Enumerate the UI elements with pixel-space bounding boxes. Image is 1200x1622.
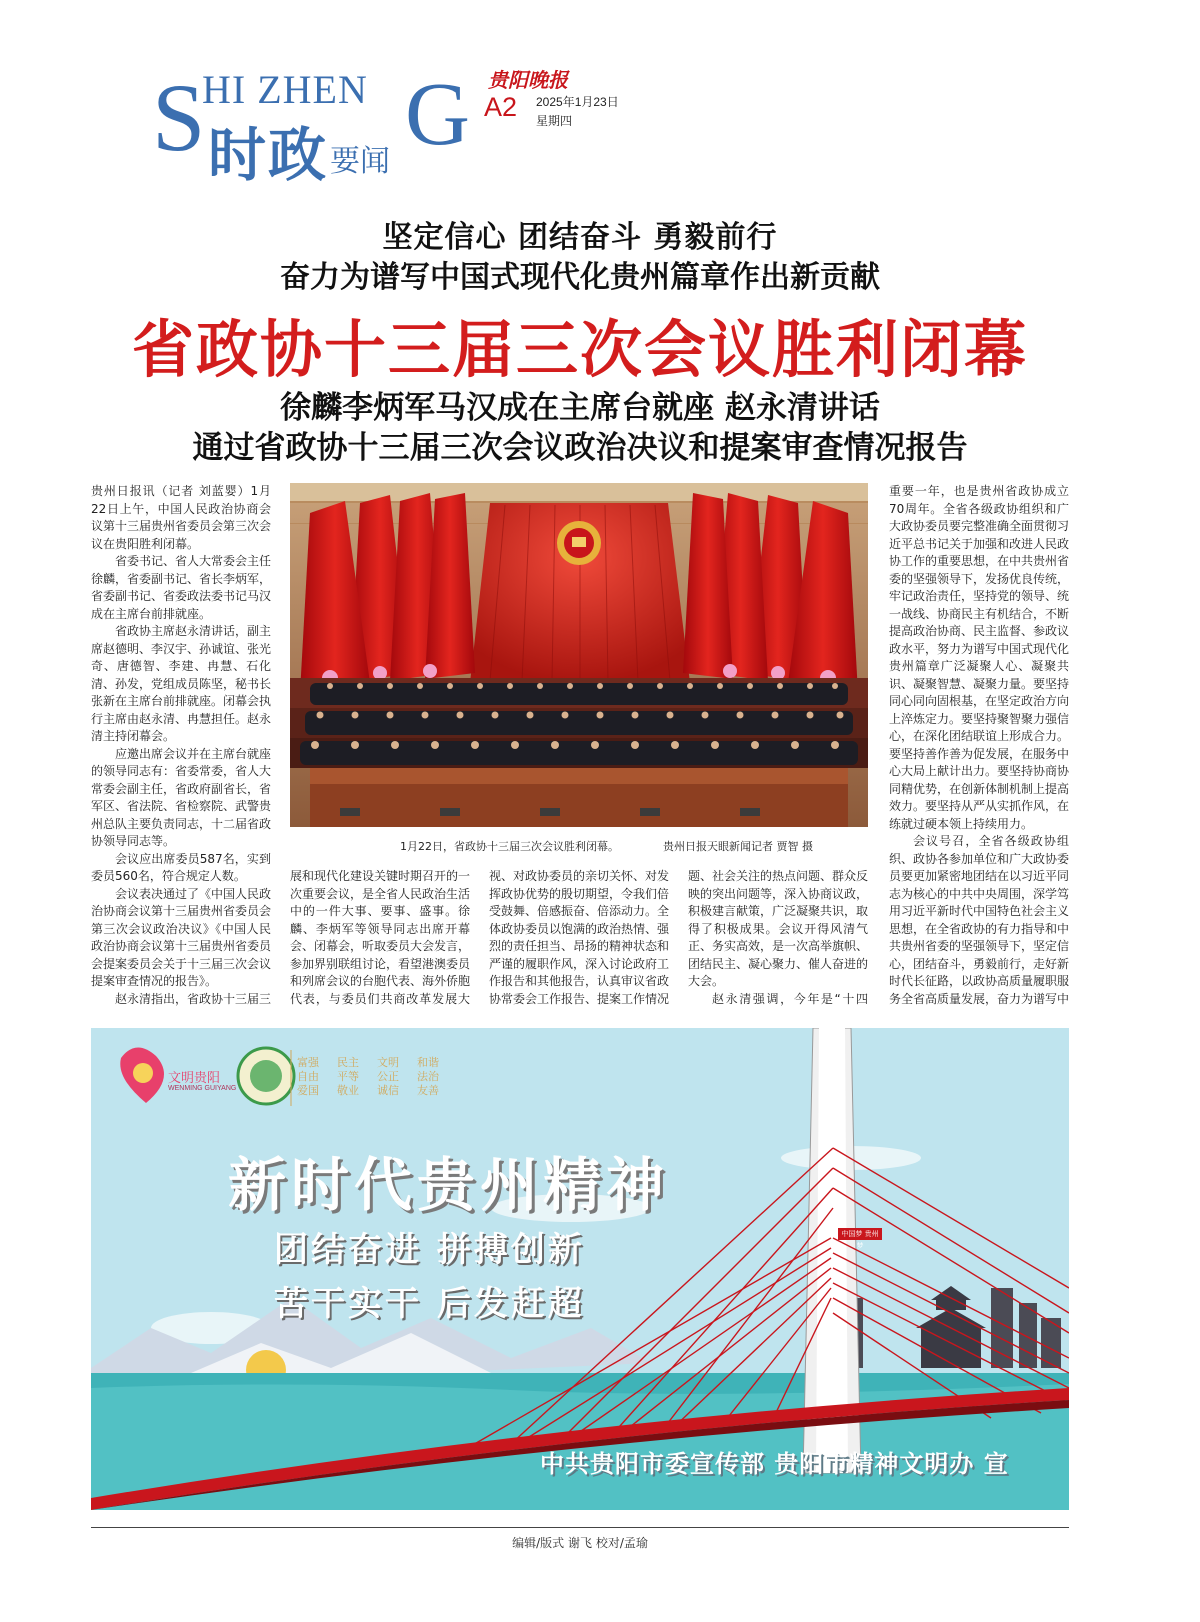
value-item: 富强 <box>297 1056 319 1069</box>
deck-line-1: 徐麟李炳军马汉成在主席台就座 赵永清讲话 <box>280 390 880 426</box>
value-item: 敬业 <box>337 1084 359 1097</box>
main-headline: 省政协十三届三次会议胜利闭幕 <box>131 313 1028 386</box>
paragraph: 重要一年，也是贵州省政协成立70周年。全省各级政协组织和广大政协委员要完整准确全面贯彻习近平总书记关于加强和改进人民政协工作的重要思想，在中共贵州省委的坚强领导下，发扬优良传统，牢记政治责任，坚持党的领导、统一战线、协商民主有机结合，不断提高政治协商、民主监督、参政议政水平，努力为谱写中国式现代化贵州篇章广泛凝聚人心、凝聚共识、凝聚智慧、凝聚力量。要坚持同心同向固根基，在坚定政治方向上淬炼定力。要坚持聚智聚力强信心，在深化团结联谊上形成合力。要坚持善作善为促发展，在服务中心大局上献计出力。要坚持协商协同精优势，在创新体制机制上提高效力。要坚持从严从实抓作风，在练就过硬本领上持续用力。 <box>889 484 1069 831</box>
ad-title: 新时代贵州精神 <box>228 1151 670 1219</box>
paragraph: 贵州日报讯（记者 刘蓝婴）1月22日上午，中国人民政治协商会议第十三届贵州省委员会第三次会议在贵阳胜利闭幕。 <box>91 484 271 551</box>
masthead-latin: HI ZHEN <box>202 67 368 112</box>
newspaper-name: 贵阳晚报 <box>488 68 568 92</box>
value-item: 友善 <box>417 1084 439 1097</box>
masthead-letter-s: S <box>152 64 206 171</box>
page-credits: 编辑/版式 谢飞 校对/孟瑜 <box>512 1536 648 1550</box>
paragraph: 会议表决通过了《中国人民政治协商会议第十三届贵州省委员会第三次会议政治决议》《中国人民政治协商会议第十三届贵州省委员会提案委员会关于十三届三次会议提案审查情况的报告》。 <box>91 886 271 988</box>
paragraph: 省委书记、省人大常委会主任徐麟，省委副书记、省长李炳军，省委副书记、省委政法委书记马汉成在主席台前排就座。 <box>91 554 271 621</box>
news-photo <box>290 483 868 827</box>
section-title: 时政 <box>208 121 329 189</box>
kicker-line-2: 奋力为谱写中国式现代化贵州篇章作出新贡献 <box>280 260 880 295</box>
value-item: 和谐 <box>417 1056 439 1069</box>
value-item: 平等 <box>337 1070 359 1083</box>
paragraph: 展和现代化建设关键时期召开的一次重要会议，是全省人民政治生活中的一件大事、要事、盛事。徐麟、李炳军等领导同志出席开幕会、闭幕会，听取委员大会发言，参加界别联组讨论，看望港澳委员和列席会议的台胞代表、海外侨胞代表，与委员们共商改革发展大 <box>290 869 470 1006</box>
photo-caption: 1月22日，省政协十三届三次会议胜利闭幕。 <box>400 840 619 853</box>
kicker-line-1: 坚定信心 团结奋斗 勇毅前行 <box>382 220 778 255</box>
article-column-2 <box>290 868 470 1008</box>
core-values-grid <box>297 1056 457 1098</box>
deck-line-2: 通过省政协十三届三次会议政治决议和提案审查情况报告 <box>192 430 968 466</box>
article-column-1 <box>91 483 271 1008</box>
paragraph: 题、社会关注的热点问题、群众反映的突出问题等，深入协商议政，积极建言献策，广泛凝聚共识，取得了积极成果。会议开得风清气正、务实高效，是一次高举旗帜、团结民主、凝心聚力、催人奋进的大会。 <box>688 869 868 988</box>
article-column-4 <box>688 868 868 1008</box>
footer-rule <box>91 1527 1069 1528</box>
paragraph: 赵永清指出，省政协十三届三 <box>115 991 271 1006</box>
ad-logo-text: 文明贵阳 <box>168 1071 221 1086</box>
page-number: A2 <box>484 92 518 122</box>
issue-date: 2025年1月23日 <box>536 95 619 109</box>
article-column-5 <box>889 483 1069 1008</box>
ad-slogan-1: 团结奋进 拼搏创新 <box>274 1230 585 1270</box>
value-item: 法治 <box>417 1070 439 1083</box>
assembly-hall-illustration <box>290 483 868 827</box>
value-item: 公正 <box>377 1070 399 1083</box>
paragraph: 应邀出席会议并在主席台就座的领导同志有：省委常委，省人大常委会副主任，省政府副省长，省军区、省法院、省检察院、武警贵州总队主要负责同志，十二届省政协领导同志等。 <box>91 746 271 848</box>
value-item: 爱国 <box>297 1084 319 1097</box>
value-item: 诚信 <box>377 1084 399 1097</box>
masthead-letter-g: G <box>405 65 470 164</box>
value-item: 民主 <box>337 1056 359 1069</box>
article-column-3 <box>489 868 669 1008</box>
issue-weekday: 星期四 <box>536 114 573 128</box>
value-item: 自由 <box>297 1070 319 1083</box>
photo-credit: 贵州日报天眼新闻记者 贾智 摄 <box>663 840 813 853</box>
paragraph: 会议号召，全省各级政协组织、政协各参加单位和广大政协委员要更加紧密地团结在以习近平同志为核心的中共中央周围，深学笃用习近平新时代中国特色社会主义思想，在全省政协的有力指导和中共贵州省委的坚强领导下，坚定信心，团结奋斗，勇毅前行，走好新时代长征路，以政协高质量履职服务全省高质量发展，奋力为谱写中 <box>889 834 1069 1006</box>
ad-sponsor: 中共贵阳市委宣传部 贵阳市精神文明办 宣 <box>540 1450 1009 1478</box>
paragraph: 会议应出席委员587名，实到委员560名，符合规定人数。 <box>91 851 271 883</box>
subsection-title: 要闻 <box>330 144 390 179</box>
ad-logo-subtext: WENMING GUIYANG <box>168 1085 237 1092</box>
paragraph: 赵永清强调，今年是“十四 <box>712 991 868 1006</box>
value-item: 文明 <box>377 1056 399 1069</box>
paragraph: 省政协主席赵永清讲话，副主席赵德明、李汉宇、孙诚谊、张光奇、唐德智、李建、冉慧、石化清、孙发，党组成员陈坚，秘书长张新在主席台前排就座。闭幕会执行主席由赵永清、冉慧担任。赵永清主持闭幕会。 <box>91 624 271 743</box>
bridge-sign: 中国梦 贵州梦 <box>838 1228 882 1240</box>
ad-slogan-2: 苦干实干 后发赶超 <box>274 1284 585 1324</box>
paragraph: 视、对政协委员的亲切关怀、对发挥政协优势的殷切期望，令我们倍受鼓舞、倍感振奋、倍添动力。全体政协委员以饱满的政治热情、强烈的责任担当、昂扬的精神状态和严谨的履职作风，深入讨论政府工作报告和其他报告，认真审议省政协常委会工作报告、提案工作情况 <box>489 869 669 1006</box>
